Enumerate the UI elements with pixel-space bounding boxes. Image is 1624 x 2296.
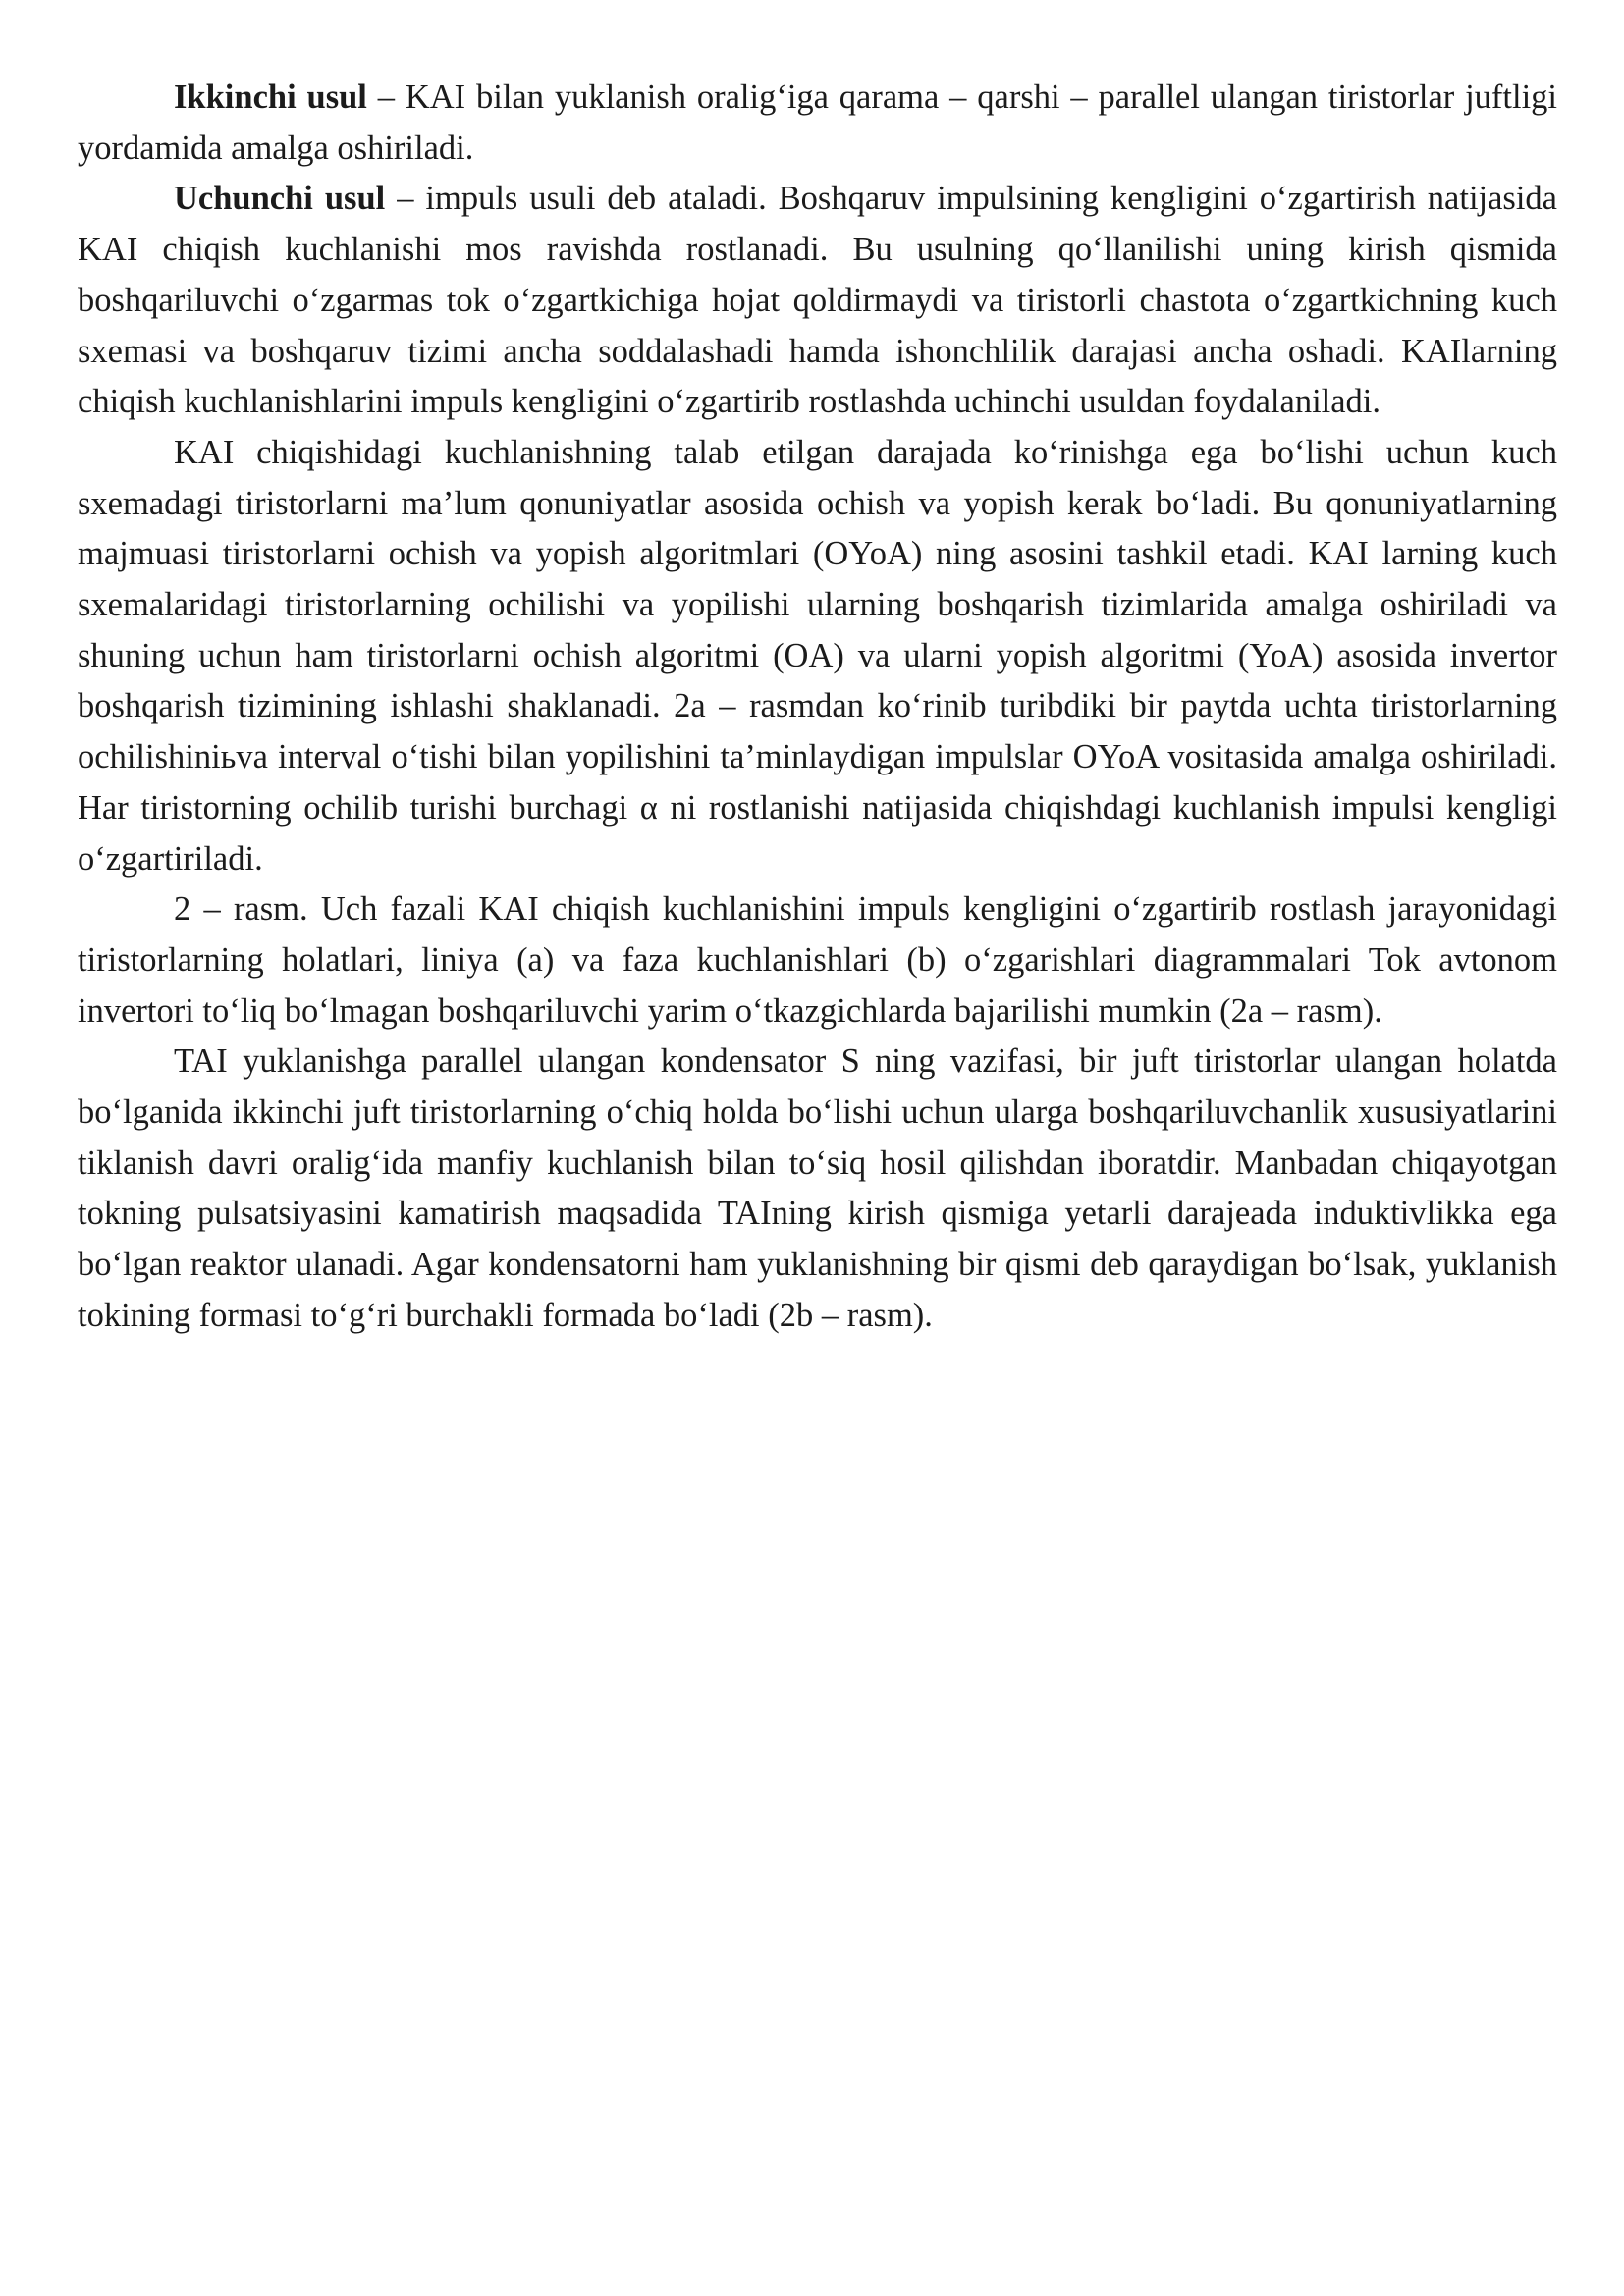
paragraph-uchunchi-usul xyxy=(78,174,1557,428)
paragraph-text: KAI chiqishidagi kuchlanishning talab etilgan darajada ko‘rinishga ega bo‘lishi uchun kuch sxemadagi tiristorlarni ma’lum qonuniyatlar asosida ochish va yopish kerak bo‘ladi. Bu qonuniyatlarning majmuasi tiristorlarni ochish va yopish algoritmlari (OYoA) ning asosini tashkil etadi. KAI larning kuch sxemalaridagi tiristorlarning ochilishi va yopilishi ularning boshqarish tizimlarida amalga oshiriladi va shuning uchun ham tiristorlarni ochish algoritmi (OA) va ularni yopish algoritmi (YoA) asosida invertor boshqarish tizimining ishlashi shaklanadi. 2a – rasmdan ko‘rinib turibdiki bir paytda uchta tiristorlarning ochilishiniьva interval o‘tishi bilan yopilishini ta’minlaydigan impulslar OYoA vositasida amalga oshiriladi. Har tiristorning ochilib turishi burchagi α ni rostlanishi natijasida chiqishdagi kuchlanish impulsi kengligi o‘zgartiriladi. xyxy=(78,433,1557,878)
paragraph-text: TAI yuklanishga parallel ulangan kondensator S ning vazifasi, bir juft tiristorlar ulangan holatda bo‘lganida ikkinchi juft tiristorlarning o‘chiq holda bo‘lishi uchun ularga boshqariluvchanlik xususiyatlarini tiklanish davri oralig‘ida manfiy kuchlanish bilan to‘siq hosil qilishdan iboratdir. Manbadan chiqayotgan tokning pulsatsiyasini kamatirish maqsadida TAIning kirish qismiga yetarli darajeada induktivlikka ega bo‘lgan reaktor ulanadi. Agar kondensatorni ham yuklanishning bir qismi deb qaraydigan bo‘lsak, yuklanish tokining formasi to‘g‘ri burchakli formada bo‘ladi (2b – rasm). xyxy=(78,1042,1557,1334)
paragraph-kai-chiqishidagi xyxy=(78,428,1557,884)
paragraph-lead-term: Uchunchi usul xyxy=(174,180,386,218)
paragraph-tai-kondensator xyxy=(78,1037,1557,1341)
paragraph-lead-term: Ikkinchi usul xyxy=(174,79,367,116)
paragraph-text: – impuls usuli deb ataladi. Boshqaruv impulsining kengligini o‘zgartirish natijasida KAI chiqish kuchlanishi mos ravishda rostlanadi. Bu usulning qo‘llanilishi uning kirish qismida boshqariluvchi o‘zgarmas tok o‘zgartkichiga hojat qoldirmaydi va tiristorli chastota o‘zgartkichning kuch sxemasi va boshqaruv tizimi ancha soddalashadi hamda ishonchlilik darajasi ancha oshadi. KAIlarning chiqish kuchlanishlarini impuls kengligini o‘zgartirib rostlashda uchinchi usuldan foydalaniladi. xyxy=(78,180,1557,421)
paragraph-ikkinchi-usul xyxy=(78,73,1557,174)
document-page xyxy=(78,73,1557,1342)
paragraph-text: 2 – rasm. Uch fazali KAI chiqish kuchlanishini impuls kengligini o‘zgartirib rostlash jarayonidagi tiristorlarning holatlari, liniya (a) va faza kuchlanishlari (b) o‘zgarishlari diagrammalari Tok avtonom invertori to‘liq bo‘lmagan boshqariluvchi yarim o‘tkazgichlarda bajarilishi mumkin (2a – rasm). xyxy=(78,890,1557,1030)
paragraph-text: – KAI bilan yuklanish oralig‘iga qarama – qarshi – parallel ulangan tiristorlar juftligi yordamida amalga oshiriladi. xyxy=(78,79,1558,167)
paragraph-figure-caption xyxy=(78,884,1557,1037)
